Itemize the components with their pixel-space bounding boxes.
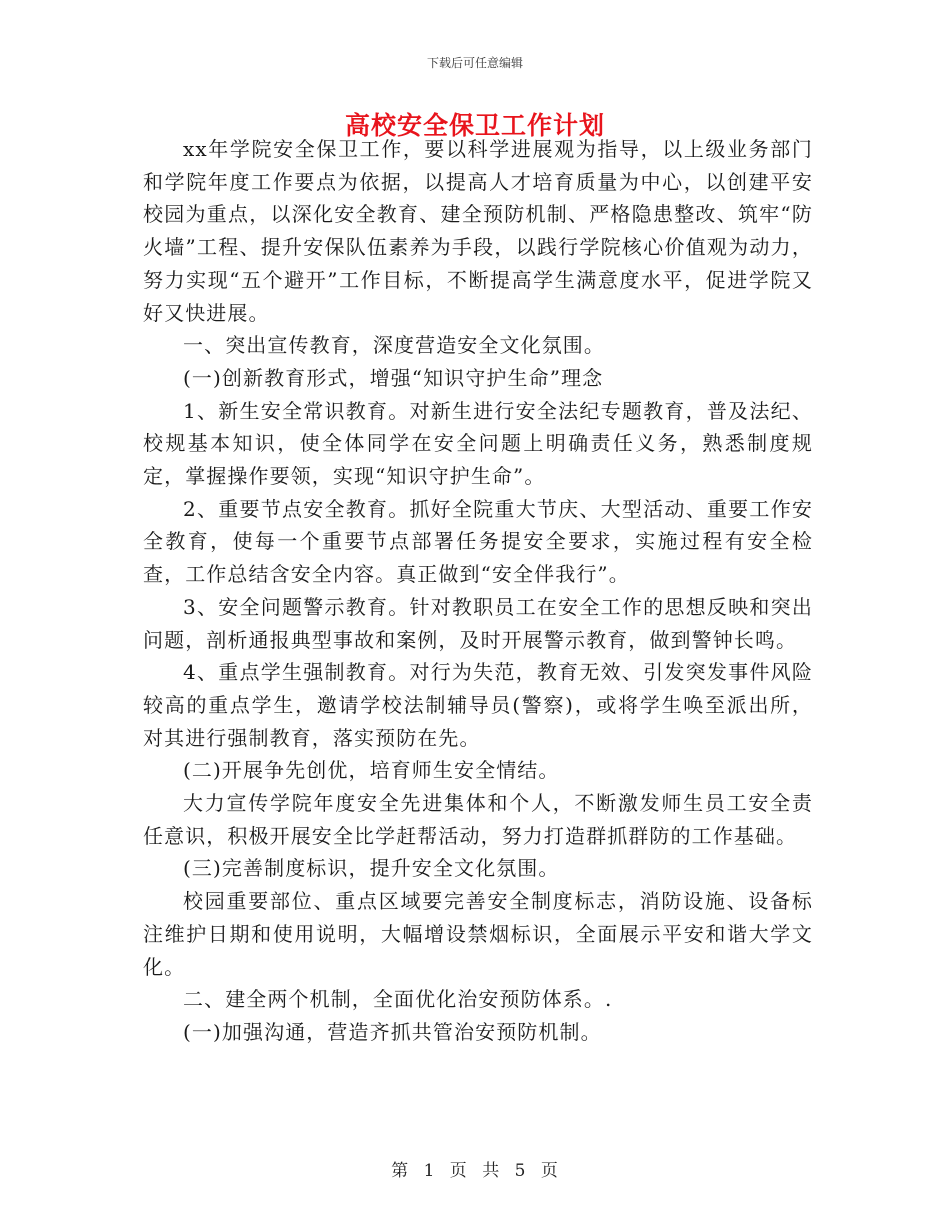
paragraph-signage: 校园重要部位、重点区域要完善安全制度标志，消防设施、设备标注维护日期和使用说明，大幅增设禁烟标识，全面展示平安和谐大学文化。 [143, 889, 813, 979]
footer-page-word: 第 [391, 1161, 410, 1181]
paragraph-intro: xx年学院安全保卫工作，要以科学进展观为指导，以上级业务部门和学院年度工作要点为依据，以提高人才培育质量为中心，以创建平安校园为重点，以深化安全教育、建全预防机制、严格隐患整改、筑牢“防火墙”工程、提升安保队伍素养为手段，以践行学院核心价值观为动力，努力实现“五个避开”工作目标，不断提高学生满意度水平，促进学院又好又快进展。 [143, 137, 813, 325]
document-body [143, 133, 813, 1049]
subsection-heading-1-2: (二)开展争先创优，培育师生安全情结。 [183, 758, 560, 783]
footer-total-unit: 页 [540, 1161, 559, 1181]
page-footer [0, 1156, 950, 1181]
paragraph-item-3: 3、安全问题警示教育。针对教职员工在安全工作的思想反映和突出问题，剖析通报典型事故和案例，及时开展警示教育，做到警钟长鸣。 [143, 594, 813, 652]
paragraph-advocacy: 大力宣传学院年度安全先进集体和个人，不断激发师生员工安全责任意识，积极开展安全比学赶帮活动，努力打造群抓群防的工作基础。 [143, 791, 813, 848]
section-heading-2: 二、建全两个机制，全面优化治安预防体系。. [183, 987, 613, 1012]
paragraph-item-2: 2、重要节点安全教育。抓好全院重大节庆、大型活动、重要工作安全教育，使每一个重要节点部署任务提安全要求，实施过程有安全检查，工作总结含安全内容。真正做到“安全伴我行”。 [143, 496, 813, 587]
document-title: 高校安全保卫工作计划 [344, 111, 605, 140]
section-heading-1: 一、突出宣传教育，深度营造安全文化氛围。 [183, 333, 605, 358]
paragraph-item-4: 4、重点学生强制教育。对行为失范，教育无效、引发突发事件风险较高的重点学生，邀请学校法制辅导员(警察)，或将学生唤至派出所，对其进行强制教育，落实预防在先。 [143, 660, 813, 750]
paragraph-item-1: 1、新生安全常识教育。对新生进行安全法纪专题教育，普及法纪、校规基本知识，使全体同学在安全问题上明确责任义务，熟悉制度规定，掌握操作要领，实现“知识守护生命”。 [143, 398, 813, 489]
footer-page-unit: 页 [449, 1161, 468, 1181]
subsection-heading-1-3: (三)完善制度标识，提升安全文化氛围。 [183, 856, 560, 881]
footer-page-number: 1 [423, 1161, 436, 1181]
subsection-heading-1-1: (一)创新教育形式，增强“知识守护生命”理念 [183, 365, 604, 390]
subsection-heading-2-1: (一)加强沟通，营造齐抓共管治安预防机制。 [183, 1019, 602, 1044]
footer-total-pages: 5 [514, 1161, 527, 1181]
header-note: 下载后可任意编辑 [426, 56, 523, 70]
footer-total-word: 共 [482, 1161, 501, 1181]
